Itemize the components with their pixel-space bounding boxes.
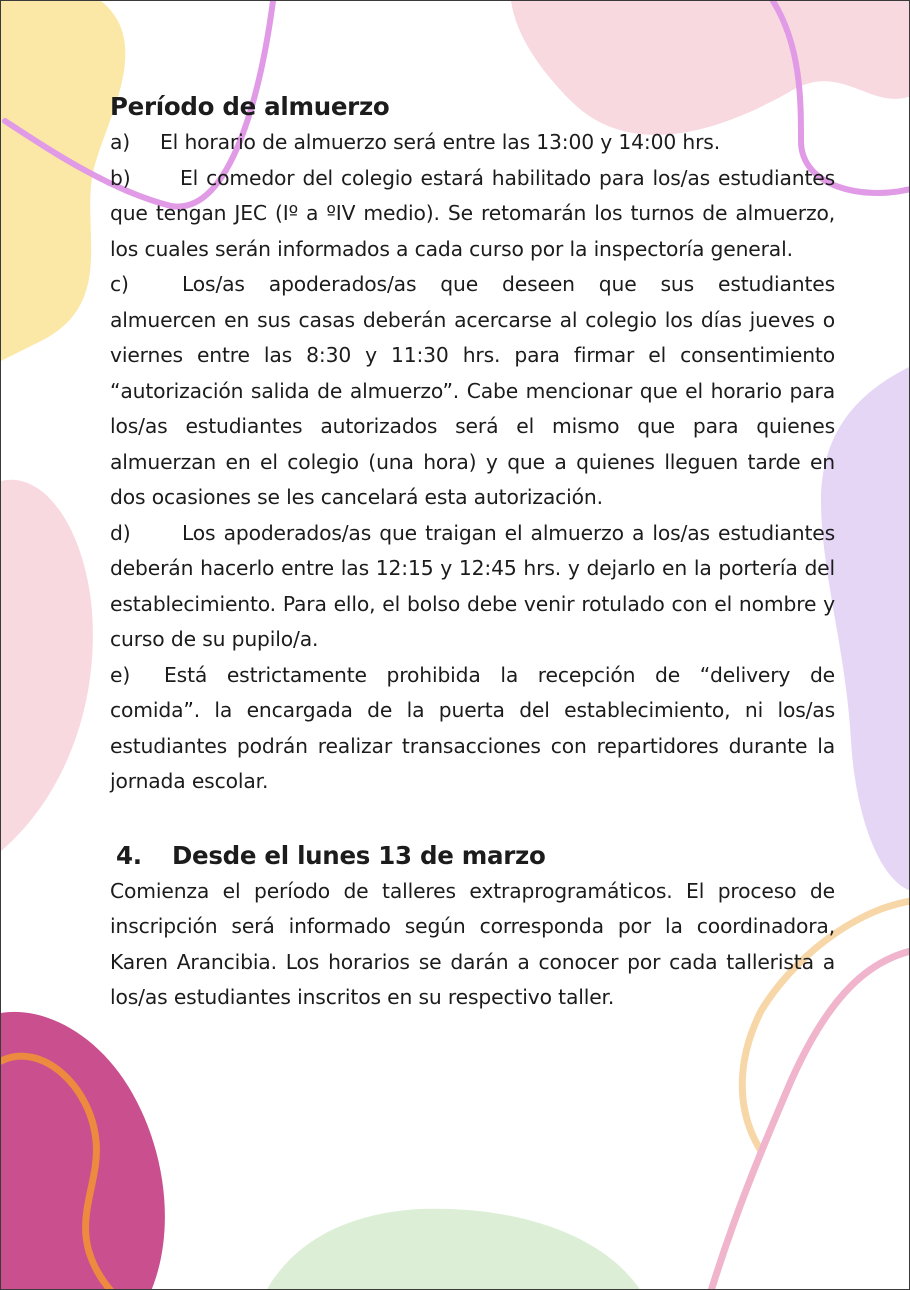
lunch-item-e-text: Está estrictamente prohibida la recepción de “delivery de comida”. la encargada de la puerta del establecimiento, ni los/as estudiantes podrán realizar transacciones con repartidores durante la jornada escolar.: [110, 662, 835, 793]
lunch-item-e-marker: e): [110, 662, 131, 687]
lunch-item-c-marker: c): [110, 272, 129, 296]
section-4-title: [116, 838, 835, 874]
lunch-item-d-text: Los apoderados/as que traigan el almuerzo a los/as estudiantes deberán hacerlo entre las 12:15 y 12:45 hrs. y dejarlo en la portería del establecimiento. Para ello, el bolso debe venir rotulado con el nombre y curso de su pupilo/a.: [110, 520, 835, 651]
lunch-item-b-marker: b): [110, 165, 131, 190]
lunch-item-a: [110, 125, 835, 161]
section-4-title-text: Desde el lunes 13 de marzo: [172, 840, 546, 870]
lunch-item-c-text: Los/as apoderados/as que deseen que sus estudiantes almuercen en sus casas deberán acercarse al colegio los días jueves o viernes entre las 8:30 y 11:30 hrs. para firmar el consentimiento “autorización salida de almuerzo”. Cabe mencionar que el horario para los/as estudiantes autorizados será el mismo que para quienes almuerzan en el colegio (una hora) y que a quienes lleguen tarde en dos ocasiones se les cancelará esta autorización.: [110, 272, 835, 509]
lunch-item-d-marker: d): [110, 520, 131, 545]
lunch-item-d: [110, 516, 835, 658]
lunch-item-a-text: El horario de almuerzo será entre las 13:00 y 14:00 hrs.: [160, 130, 721, 154]
pink-blob-shape: [1, 480, 93, 851]
section-4-paragraph: Comienza el período de talleres extraprogramáticos. El proceso de inscripción será informado según corresponda por la coordinadora, Karen Arancibia. Los horarios se darán a conocer por cada tallerista a los/as estudiantes inscritos en su respectivo taller.: [110, 878, 835, 1009]
content-area: [110, 89, 835, 1016]
lunch-item-b: [110, 161, 835, 268]
lunch-item-e: [110, 658, 835, 800]
lunch-item-a-marker: a): [110, 130, 131, 154]
lunch-item-b-text: El comedor del colegio estará habilitado para los/as estudiantes que tengan JEC (Iº a ºIV medio). Se retomarán los turnos de almuerzo, los cuales serán informados a cada curso por la inspectoría general.: [110, 165, 835, 261]
lunch-section-title: Período de almuerzo: [110, 92, 390, 121]
lunch-item-c: [110, 267, 835, 516]
green-blob-shape: [266, 1209, 641, 1290]
section-4-number: 4.: [116, 840, 142, 870]
